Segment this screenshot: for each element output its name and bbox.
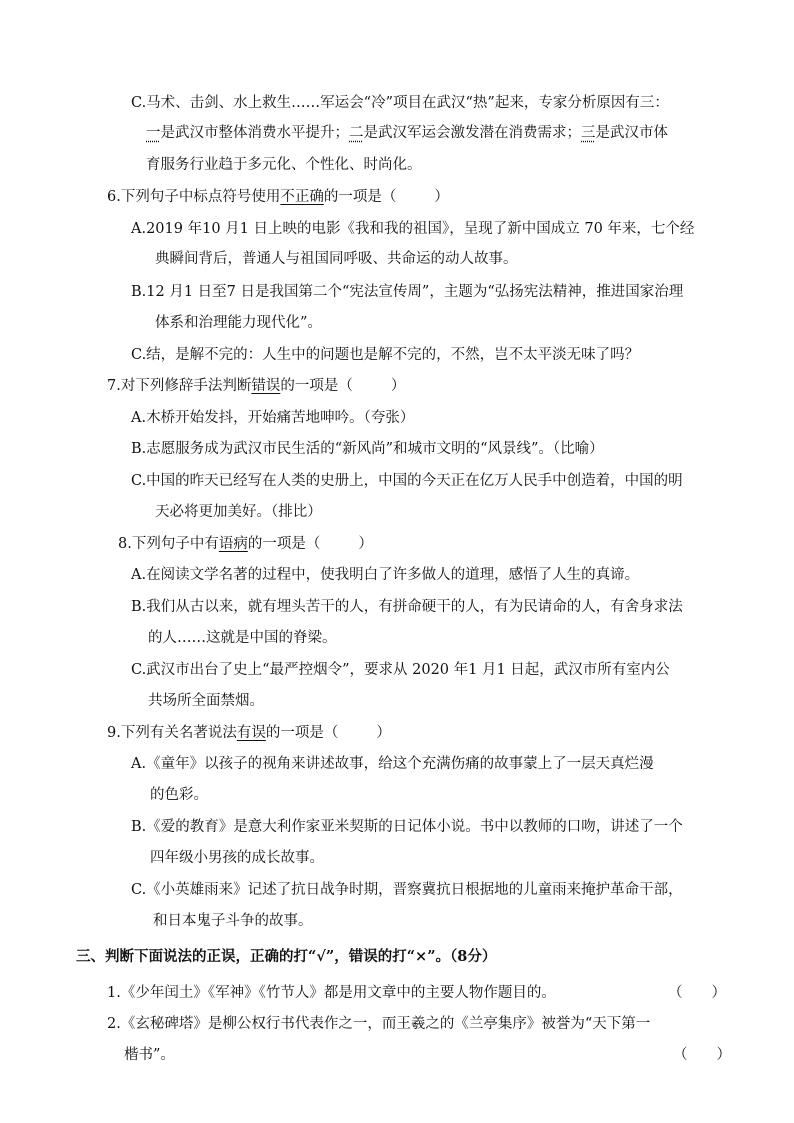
emphasis-mark: 三 — [581, 125, 596, 141]
judge-item-2: 2.《玄秘碑塔》是柳公权行书代表作之一，而王羲之的《兰亭集序》被誉为“天下第一 — [107, 1016, 651, 1032]
judge-item-2-answer-box[interactable]: （ ） — [673, 1047, 731, 1063]
q7-option-b: B.志愿服务成为武汉市民生活的“新风尚”和城市文明的“风景线”。（比喻） — [131, 441, 604, 457]
q7-option-c: C.中国的昨天已经写在人类的史册上，中国的今天正在亿万人民手中创造着，中国的明 — [131, 473, 683, 489]
q7-option-a: A.木桥开始发抖，开始痛苦地呻吟。（夸张） — [131, 410, 415, 426]
judge-item-1-answer-box[interactable]: （ ） — [668, 985, 726, 1001]
question-9-stem — [107, 722, 391, 744]
q8-option-c-line2: 共场所全面禁烟。 — [148, 693, 264, 709]
q8-option-c: C.武汉市出台了史上“最严控烟令”，要求从 2020 年1 月1 日起，武汉市所有室内公 — [131, 662, 670, 678]
q8-option-b: B.我们从古以来，就有埋头苦干的人，有拼命硬干的人，有为民请命的人，有舍身求法 — [131, 599, 683, 615]
question-7-stem — [107, 375, 405, 397]
q7-option-c-line2: 天必将更加美好。（排比） — [155, 504, 322, 520]
judge-item-2-line2: 楷书”。 — [124, 1047, 175, 1063]
text-span: 的一项是（ — [323, 189, 397, 205]
underlined-keyword: 有误 — [236, 725, 266, 741]
q5-option-c: C.马术、击剑、水上救生……军运会“冷”项目在武汉“热”起来，专家分析原因有三： — [131, 95, 669, 111]
text-span: ） — [390, 378, 406, 394]
text-span: 的一项是（ — [247, 536, 321, 552]
text-span: ） — [434, 189, 449, 205]
q9-option-a-line2: 的色彩。 — [150, 787, 208, 803]
underlined-keyword: 语病 — [218, 536, 248, 552]
q6-option-c: C.结，是解不完的：人生中的问题也是解不完的，不然，岂不太平淡无味了吗？ — [131, 347, 640, 363]
q5-option-c-line3: 育服务行业趋于多元化、个性化、时尚化。 — [146, 157, 422, 173]
q8-option-a: A.在阅读文学名著的过程中，使我明白了许多做人的道理，感悟了人生的真谛。 — [131, 567, 640, 583]
q9-option-c: C.《小英雄雨来》记述了抗日战争时期，晋察冀抗日根据地的儿童雨来掩护革命干部， — [131, 882, 683, 898]
text-span: 是武汉军运会激发潜在消费需求； — [363, 125, 581, 141]
text-span: 6.下列句子中标点符号使用 — [107, 189, 281, 205]
q6-option-a: A.2019 年10 月1 日上映的电影《我和我的祖国》，呈现了新中国成立 70 年来，七个经 — [131, 221, 695, 237]
text-span: 是武汉市体 — [595, 125, 668, 141]
question-6-stem — [107, 186, 449, 208]
q5-option-c-line2 — [146, 122, 668, 144]
q6-option-b-line2: 体系和治理能力现代化”。 — [155, 315, 322, 331]
q9-option-b: B.《爱的教育》是意大利作家亚米契斯的日记体小说。书中以教师的口吻，讲述了一个 — [131, 819, 683, 835]
text-span: 7.对下列修辞手法判断 — [107, 378, 252, 394]
text-span: 是武汉市整体消费水平提升； — [160, 125, 349, 141]
text-span: 的一项是（ — [265, 725, 339, 741]
q9-option-b-line2: 四年级小男孩的成长故事。 — [150, 850, 324, 866]
q6-option-a-line2: 典瞬间背后，普通人与祖国同呼吸、共命运的动人故事。 — [155, 251, 518, 267]
q8-option-b-line2: 的人……这就是中国的脊梁。 — [148, 630, 337, 646]
text-span: 的一项是（ — [280, 378, 353, 394]
q6-option-b: B.12 月1 日至7 日是我国第二个“宪法宣传周”，主题为“弘扬宪法精神，推进国家治理 — [131, 284, 684, 300]
judge-item-1: 1.《少年闰土》《军神》《竹节人》都是用文章中的主要人物作题目的。 — [107, 985, 556, 1001]
underlined-keyword: 错误 — [251, 378, 281, 394]
text-span: ） — [376, 725, 391, 741]
q9-option-c-line2: 和日本鬼子斗争的故事。 — [153, 913, 313, 929]
underlined-keyword: 不正确 — [280, 189, 324, 205]
question-8-stem — [118, 533, 373, 555]
text-span: 8.下列句子中有 — [118, 536, 219, 552]
emphasis-mark: 二 — [349, 125, 364, 141]
text-span: 9.下列有关名著说法 — [107, 725, 237, 741]
q9-option-a: A.《童年》以孩子的视角来讲述故事，给这个充满伤痛的故事蒙上了一层天真烂漫 — [131, 756, 654, 772]
text-span: ） — [358, 536, 373, 552]
emphasis-mark: 一 — [146, 125, 161, 141]
section-3-heading: 三、判断下面说法的正误，正确的打“√”，错误的打“×”。（8分） — [76, 948, 497, 965]
